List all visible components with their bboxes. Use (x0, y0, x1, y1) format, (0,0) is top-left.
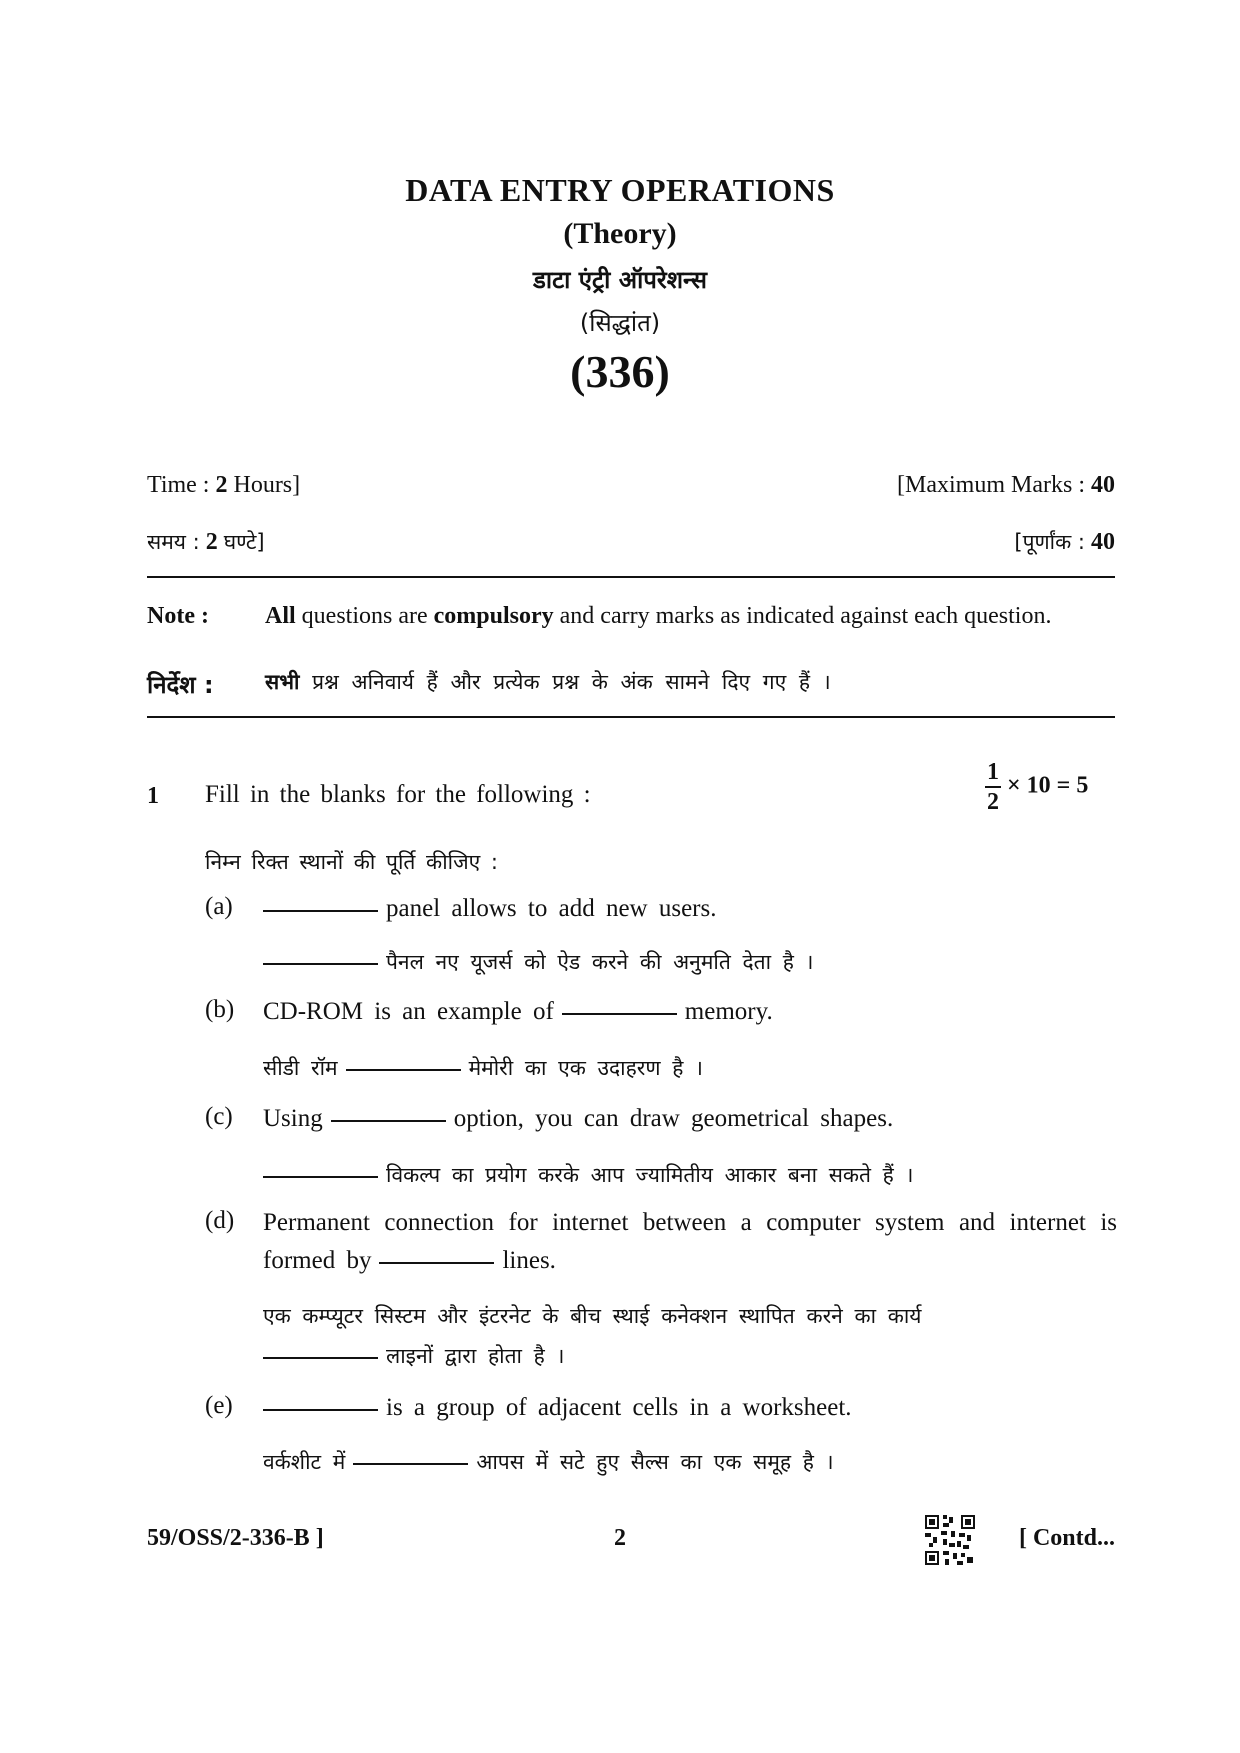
note-label-hindi: निर्देश : (147, 671, 214, 699)
part-hindi-before: सीडी रॉम (263, 1056, 338, 1080)
part-text-after: lines. (502, 1247, 556, 1274)
part-e-text (263, 1389, 1117, 1427)
part-text-after: memory. (684, 998, 773, 1025)
part-a-text (263, 890, 1117, 928)
exam-title-hindi: डाटा एंट्री ऑपरेशन्स (533, 266, 707, 294)
part-a-hindi (263, 942, 1117, 982)
note-text (265, 603, 1117, 630)
time-unit-hindi: घण्टे] (223, 530, 265, 554)
exam-subtitle-hindi: (सिद्धांत) (579, 309, 661, 337)
part-text-after: panel allows to add new users. (386, 895, 717, 922)
part-hindi-after: विकल्प का प्रयोग करके आप ज्यामितीय आकार बना सकते हैं । (386, 1163, 914, 1187)
part-c-text (263, 1100, 1117, 1138)
note-label: Note : (147, 603, 209, 629)
blank (263, 1407, 378, 1411)
continued-label: [ Contd... (1018, 1525, 1115, 1551)
max-marks-label: [Maximum Marks : (897, 472, 1085, 498)
blank (562, 1011, 677, 1015)
part-hindi-before: एक कम्प्यूटर सिस्टम और इंटरनेट के बीच स्थाई कनेक्शन स्थापित करने का कार्य (263, 1304, 922, 1328)
question-number: 1 (147, 783, 159, 809)
blank (263, 908, 378, 912)
note-all: All (265, 603, 296, 629)
marks-numerator: 1 (985, 760, 1001, 788)
part-label: (d) (205, 1207, 235, 1234)
max-marks-line-hindi (1014, 528, 1115, 556)
time-value-hindi: 2 (205, 529, 218, 555)
blank (379, 1260, 494, 1264)
part-b-hindi (263, 1048, 1117, 1088)
note-hindi-rest: प्रश्न अनिवार्य हैं और प्रत्येक प्रश्न के अंक सामने दिए गए हैं । (299, 670, 831, 694)
part-e-hindi (263, 1442, 1117, 1482)
time-unit: Hours] (233, 472, 301, 498)
time-line (147, 472, 300, 499)
note-mid: questions are (295, 603, 434, 629)
question-marks (985, 760, 1117, 814)
part-text-after: option, you can draw geometrical shapes. (453, 1105, 894, 1132)
part-label: (a) (205, 893, 233, 920)
part-label: (c) (205, 1103, 233, 1130)
paper-code: 59/OSS/2-336-B ] (147, 1525, 324, 1551)
page-number: 2 (614, 1525, 626, 1551)
blank (353, 1461, 468, 1465)
part-hindi-before: वर्कशीट में (263, 1450, 346, 1474)
exam-title: DATA ENTRY OPERATIONS (405, 172, 835, 208)
blank (263, 961, 378, 965)
question-text-hindi: निम्न रिक्त स्थानों की पूर्ति कीजिए : (205, 850, 499, 874)
part-text-before: Using (263, 1105, 323, 1132)
blank (263, 1355, 378, 1359)
blank (346, 1067, 461, 1071)
blank (331, 1118, 446, 1122)
marks-fraction (985, 760, 1001, 814)
part-c-hindi (263, 1155, 1117, 1195)
part-label: (e) (205, 1392, 233, 1419)
note-hindi-bold: सभी (265, 670, 300, 694)
part-hindi-after: पैनल नए यूजर्स को ऐड करने की अनुमति देता है । (386, 950, 814, 974)
max-marks-value: 40 (1091, 472, 1115, 498)
subject-code: (336) (570, 346, 670, 397)
part-text-before: CD-ROM is an example of (263, 998, 554, 1025)
max-marks-value-hindi: 40 (1091, 529, 1115, 555)
divider-bottom (147, 716, 1115, 718)
marks-rest: × 10 = 5 (1007, 772, 1089, 799)
part-b-text (263, 993, 1117, 1031)
part-hindi-after: मेमोरी का एक उदाहरण है । (468, 1056, 703, 1080)
max-marks-line (897, 472, 1115, 499)
time-line-hindi (147, 528, 265, 556)
blank (263, 1174, 378, 1178)
note-end: and carry marks as indicated against each question. (553, 603, 1052, 629)
max-marks-label-hindi: [पूर्णांक : (1014, 530, 1085, 554)
part-d-hindi (263, 1296, 1117, 1376)
part-d-text (263, 1204, 1117, 1280)
part-hindi-after: आपस में सटे हुए सैल्स का एक समूह है । (476, 1450, 834, 1474)
question-text: Fill in the blanks for the following : (205, 781, 591, 808)
part-text-before: Permanent connection for internet between a computer system and internet is formed by (263, 1209, 1117, 1274)
time-label-hindi: समय : (147, 530, 200, 554)
part-label: (b) (205, 996, 235, 1023)
time-label: Time : (147, 472, 210, 498)
qr-code-icon (925, 1515, 975, 1565)
part-hindi-after: लाइनों द्वारा होता है । (386, 1344, 565, 1368)
divider-top (147, 576, 1115, 578)
part-text-after: is a group of adjacent cells in a worksheet. (386, 1394, 852, 1421)
time-value: 2 (215, 472, 228, 498)
exam-subtitle: (Theory) (563, 217, 677, 250)
marks-denominator: 2 (987, 789, 999, 815)
note-compulsory: compulsory (433, 603, 554, 629)
note-text-hindi (265, 668, 1117, 696)
